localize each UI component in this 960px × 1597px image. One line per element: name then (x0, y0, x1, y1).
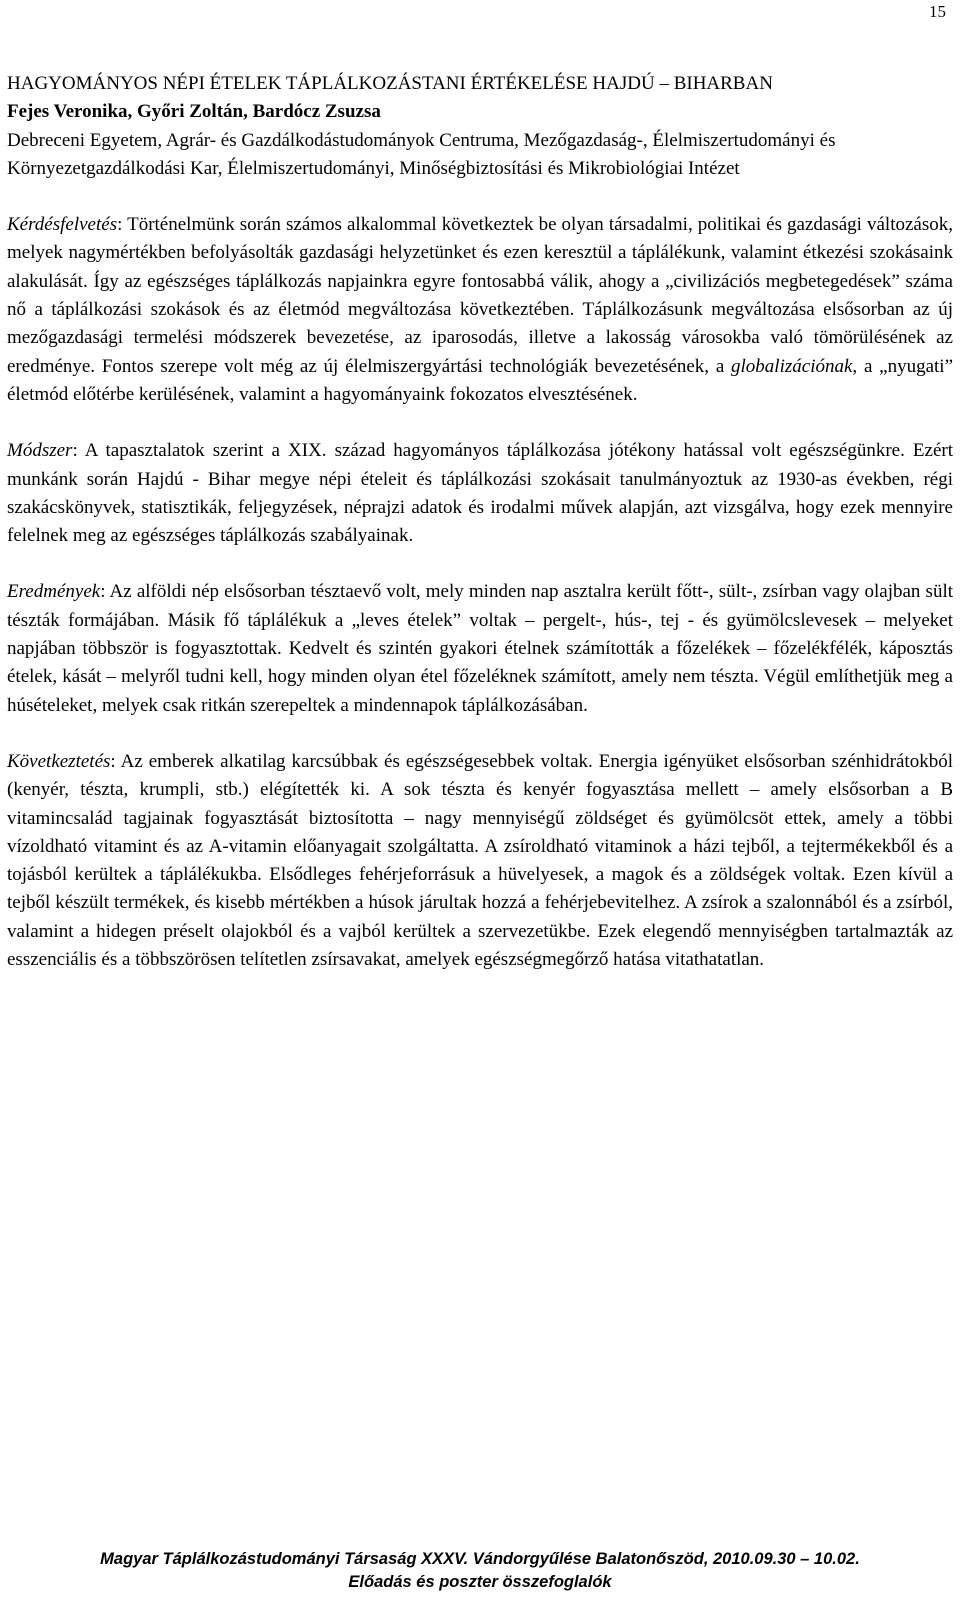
section-label: Kérdésfelvetés (7, 214, 118, 236)
section-text: : Az alföldi nép elsősorban tésztaevő volt, mely minden nap asztalra került főtt-, sült-, zsírban vagy olajban sült tészták formájában. Másik fő táplálékuk a „leves ételek” voltak – pergelt-, hús-, tej - és gyümölcslevesek – melyeket napjában többször is fogyasztottak. Kedvelt és szintén gyakori ételnek számították a főzelékek – főzelékfélék, káposztás ételek, kását – melyről tudni kell, hogy minden olyan étel főzeléknek számított, amely nem tészta. Végül említhetjük meg a húsételeket, melyek csak ritkán szerepeltek a mindennapok táplálkozásában. (7, 581, 953, 716)
footer-subtitle: Előadás és poszter összefoglalók (348, 1573, 612, 1591)
section-text: : Az emberek alkatilag karcsúbbak és egészségesebbek voltak. Energia igényüket elsősorban szénhidrátokból (kenyér, tészta, krumpli, stb.) elégítették ki. A sok tészta és kenyér fogyasztása mellett – amely elsősorban a B vitamincsalád tagjainak fogyasztását biztosította – nagy mennyiségű zöldséget és gyümölcsöt ettek, amely a többi vízoldható vitamint és az A-vitamin előanyagait szolgáltatta. A zsíroldható vitaminok a házi tejből, a tejtermékekből és a tojásból kerültek a táplálékukba. Elsődleges fehérjeforrásuk a hüvelyesek, a magok és a zöldségek voltak. Ezen kívül a tejből készült termékek, és kisebb mértékben a húsok járultak hozzá a fehérjebevitelhez. A zsírok a szalonnából és a zsírból, valamint a hidegen préselt olajokból és a vajból kerültek a szervezetükbe. Ezek elegendő mennyiségben tartalmazták az esszenciális és a többszörösen telítetlen zsírsavakat, amelyek egészségmegőrző hatása vitathatatlan. (7, 750, 953, 971)
italic-term: globalizációnak (731, 355, 853, 377)
section-text: : A tapasztalatok szerint a XIX. század hagyományos táplálkozása jótékony hatással volt egészségünkre. Ezért munkánk során Hajdú - Bihar megye népi ételeit és táplálkozási szokásait tanulmányoztuk az 1930-as években, régi szakácskönyvek, statisztikák, feljegyzések, néprajzi adatok és irodalmi művek alapján, azt vizsgálva, hogy ezek mennyire felelnek meg az egészséges táplálkozás szabályainak. (7, 440, 953, 547)
abstract-content (7, 70, 953, 974)
author-list: Fejes Veronika, Győri Zoltán, Bardócz Zsuzsa (7, 101, 381, 123)
section-label: Eredmények (7, 581, 101, 603)
section-text-end: , a „nyugati” életmód előtérbe kerülésének, valamint a hagyományaink fokozatos elvesztésének. (7, 355, 953, 405)
section-results (7, 578, 953, 719)
section-label: Következtetés (7, 750, 111, 772)
section-text: : Történelmünk során számos alkalommal következtek be olyan társadalmi, politikai és gazdasági változások, melyek nagymértékben befolyásolták gazdasági helyzetünket és ezen keresztül a táplálékunk, valamint étkezési szokásaink alakulását. Így az egészséges táplálkozás napjainkra egyre fontosabbá válik, ahogy a „civilizációs megbetegedések” száma nő a táplálkozási szokások és az életmód megváltozása következtében. Táplálkozásunk megváltozása elsősorban az új mezőgazdasági termelési módszerek bevezetése, az iparosodás, illetve a lakosság városokba való tömörülésének az eredménye. Fontos szerepe volt még az új élelmiszergyártási technológiák bevezetésének, a (7, 214, 953, 377)
footer-conference: Magyar Táplálkozástudományi Társaság XXXV. Vándorgyűlése Balatonőszöd, 2010.09.30 – 10.02. (100, 1550, 860, 1568)
section-conclusions (7, 748, 953, 974)
affiliation: Debreceni Egyetem, Agrár- és Gazdálkodástudományok Centruma, Mezőgazdaság-, Élelmiszertudományi és Környezetgazdálkodási Kar, Élelmiszertudományi, Minőségbiztosítási és Mikrobiológiai Intézet (7, 129, 836, 179)
page-footer (0, 1548, 960, 1594)
section-label: Módszer (7, 440, 73, 462)
page-number: 15 (929, 2, 946, 21)
section-question (7, 211, 953, 409)
section-method (7, 437, 953, 550)
paper-title: HAGYOMÁNYOS NÉPI ÉTELEK TÁPLÁLKOZÁSTANI ÉRTÉKELÉSE HAJDÚ – BIHARBAN (7, 73, 773, 94)
